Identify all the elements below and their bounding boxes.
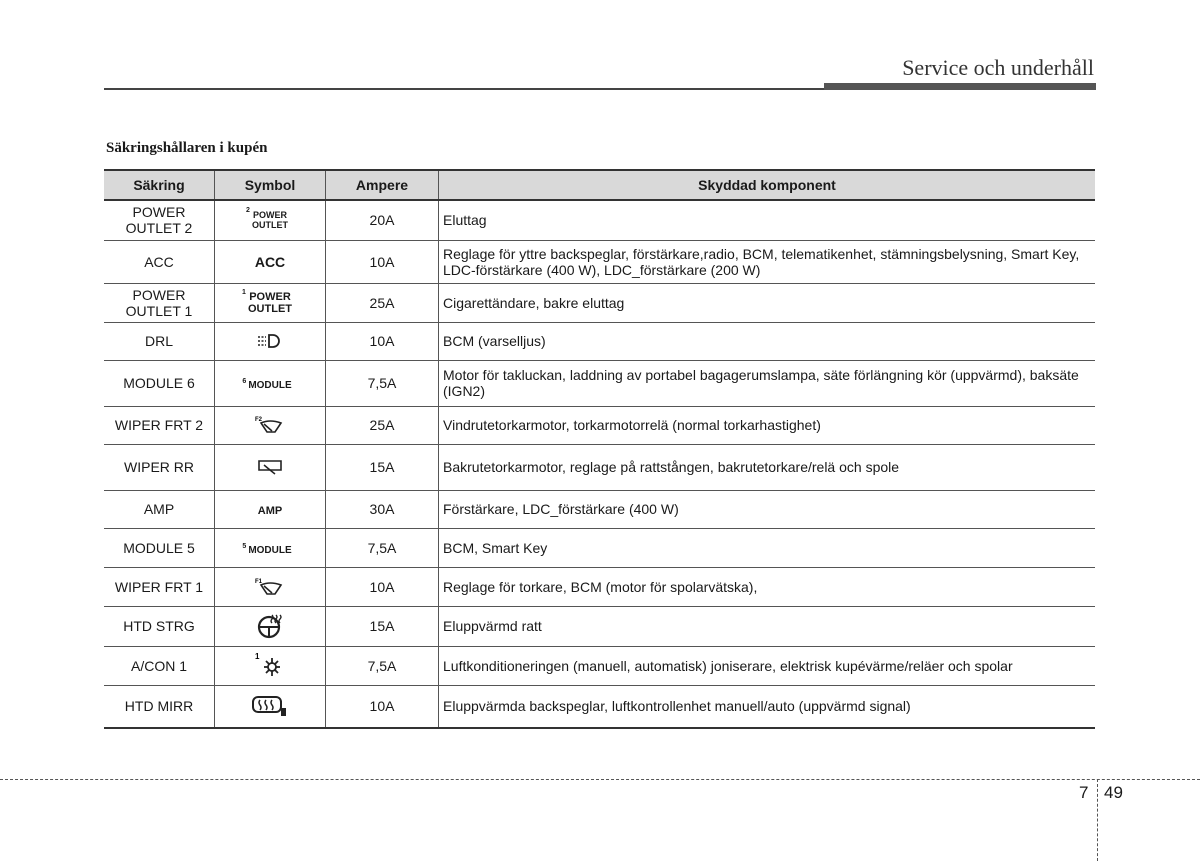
header-rule-accent [824,83,1096,90]
protected-component: Cigarettändare, bakre eluttag [439,283,1096,322]
fuse-name: POWER OUTLET 1 [104,283,215,322]
table-row [104,528,1095,567]
power-outlet-1-symbol: 1 POWER OUTLET [215,283,326,322]
fuse-name: WIPER FRT 1 [104,567,215,606]
header-rule [104,88,824,90]
table-row [104,646,1095,685]
protected-component: BCM (varselljus) [439,322,1096,360]
footer-rule [0,779,1200,780]
page-number: 49 [1104,783,1123,802]
wiper-rear-icon [215,444,326,490]
heated-mirror-icon [215,685,326,728]
fuse-name: HTD MIRR [104,685,215,728]
protected-component: Eluttag [439,200,1096,240]
module-5-symbol: 5 MODULE [215,528,326,567]
table-row [104,444,1095,490]
table-row [104,406,1095,444]
protected-component: Bakrutetorkarmotor, reglage på rattstången, bakrutetorkare/relä och spole [439,444,1096,490]
ac-snowflake-icon [215,646,326,685]
header-symbol: Symbol [215,170,326,200]
power-outlet-2-symbol: 2 POWER OUTLET [215,200,326,240]
ampere-value: 25A [326,283,439,322]
protected-component: Förstärkare, LDC_förstärkare (400 W) [439,490,1096,528]
protected-component: Eluppvärmd ratt [439,606,1096,646]
ampere-value: 10A [326,240,439,283]
ampere-value: 7,5A [326,360,439,406]
ampere-value: 7,5A [326,646,439,685]
table-row [104,283,1095,322]
heated-steering-icon [215,606,326,646]
header-component: Skyddad komponent [439,170,1096,200]
ampere-value: 15A [326,606,439,646]
ampere-value: 10A [326,685,439,728]
fuse-name: A/CON 1 [104,646,215,685]
table-header-row [104,170,1095,200]
fuse-name: HTD STRG [104,606,215,646]
header-fuse: Säkring [104,170,215,200]
ampere-value: 10A [326,567,439,606]
table-row [104,606,1095,646]
ampere-value: 20A [326,200,439,240]
fuse-name: MODULE 6 [104,360,215,406]
svg-text:1: 1 [255,651,260,661]
protected-component: Motor för takluckan, laddning av portabel bagagerumslampa, säte förlängning kör (uppvärmd), baksäte (IGN2) [439,360,1096,406]
fuse-table [104,169,1095,729]
ampere-value: 25A [326,406,439,444]
section-heading: Säkringshållaren i kupén [106,140,268,156]
ampere-value: 10A [326,322,439,360]
fuse-name: POWER OUTLET 2 [104,200,215,240]
ampere-value: 30A [326,490,439,528]
wiper-front-2-icon [215,406,326,444]
ampere-value: 7,5A [326,528,439,567]
header-ampere: Ampere [326,170,439,200]
table-row [104,360,1095,406]
fuse-name: MODULE 5 [104,528,215,567]
footer-divider [1097,779,1098,861]
protected-component: BCM, Smart Key [439,528,1096,567]
amp-symbol: AMP [215,490,326,528]
fuse-name: ACC [104,240,215,283]
module-6-symbol: 6 MODULE [215,360,326,406]
wiper-front-1-icon [215,567,326,606]
protected-component: Reglage för yttre backspeglar, förstärkare,radio, BCM, telematikenhet, stämningsbelysning, Smart Key, LDC-förstärkare (400 W), LDC_förstärkare (200 W) [439,240,1096,283]
fuse-name: DRL [104,322,215,360]
fuse-name: WIPER FRT 2 [104,406,215,444]
page-header-title: Service och underhåll [902,55,1094,80]
fuse-name: AMP [104,490,215,528]
protected-component: Vindrutetorkarmotor, torkarmotorrelä (normal torkarhastighet) [439,406,1096,444]
protected-component: Reglage för torkare, BCM (motor för spolarvätska), [439,567,1096,606]
svg-text:F1: F1 [255,578,263,585]
table-row [104,200,1095,240]
fuse-name: WIPER RR [104,444,215,490]
table-row [104,322,1095,360]
table-row [104,240,1095,283]
chapter-number: 7 [1079,783,1089,802]
table-row [104,567,1095,606]
protected-component: Luftkonditioneringen (manuell, automatisk) joniserare, elektrisk kupévärme/reläer och spolar [439,646,1096,685]
drl-icon [215,322,326,360]
acc-symbol: ACC [215,240,326,283]
ampere-value: 15A [326,444,439,490]
table-row [104,685,1095,728]
table-row [104,490,1095,528]
svg-text:F2: F2 [255,417,263,423]
protected-component: Eluppvärmda backspeglar, luftkontrollenhet manuell/auto (uppvärmd signal) [439,685,1096,728]
